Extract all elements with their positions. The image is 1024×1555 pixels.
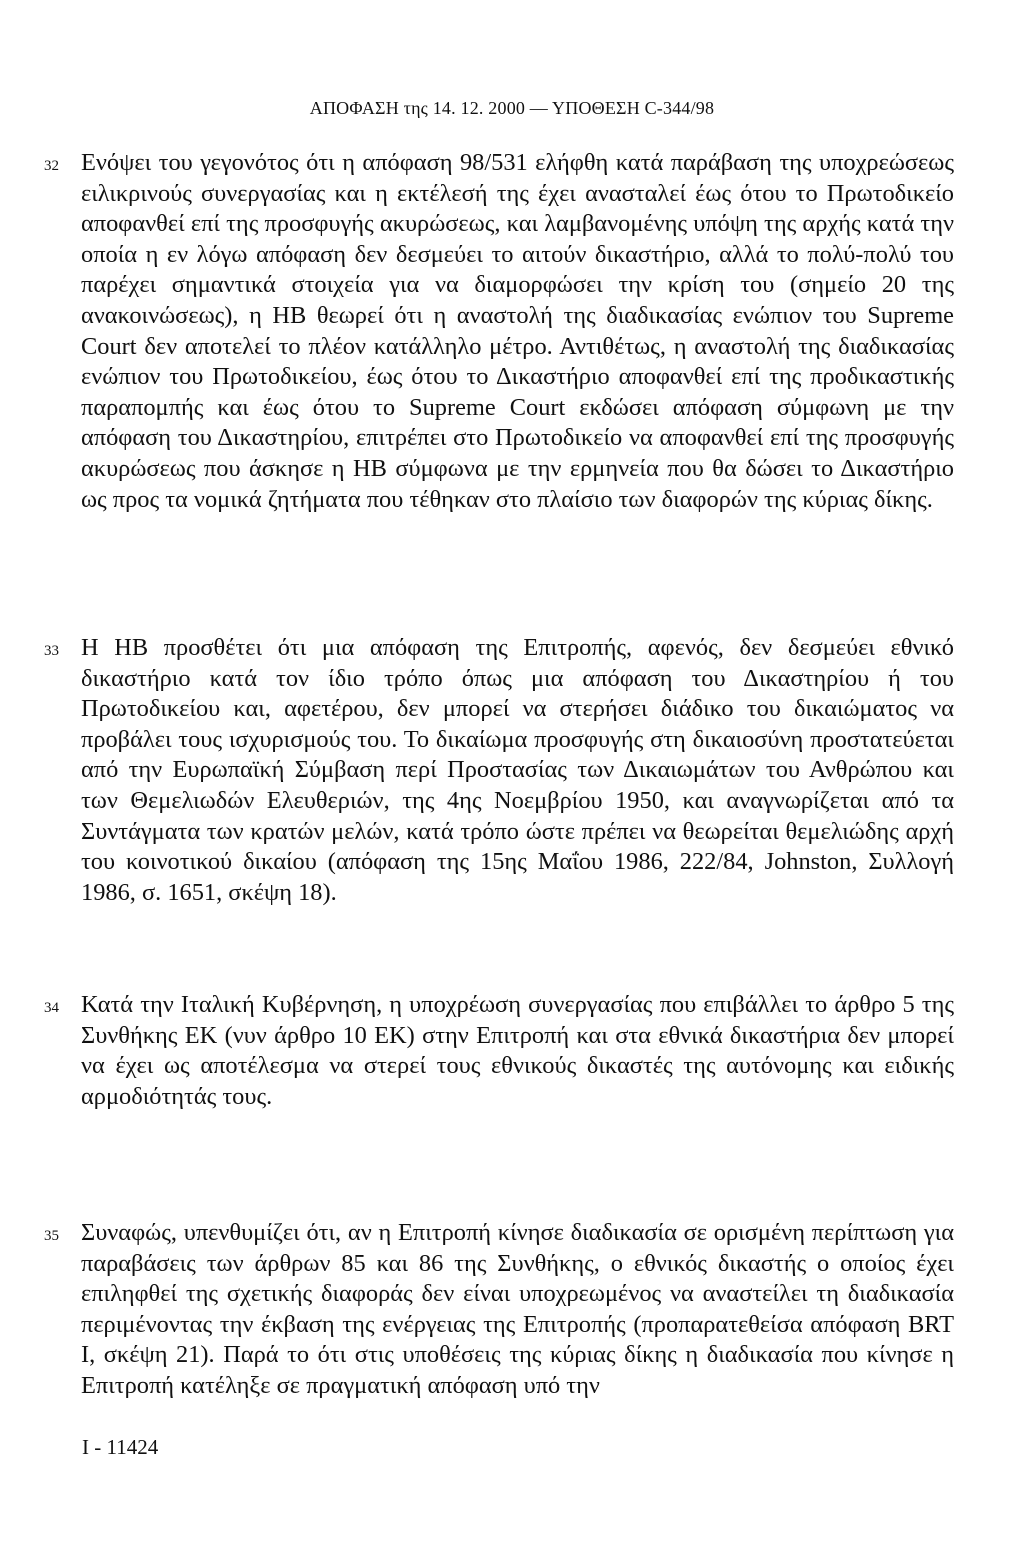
page-number: I - 11424: [82, 1435, 159, 1459]
paragraph-number: 34: [44, 1000, 59, 1016]
paragraph-text: Η HB προσθέτει ότι μια απόφαση της Επιτροπής, αφενός, δεν δεσμεύει εθνικό δικαστήριο κατά τον ίδιο τρόπο όπως μια απόφαση του Δικαστηρίου ή του Πρωτοδικείου και, αφετέρου, δεν μπορεί να στερήσει διάδικο του δικαιώματος να προβάλει τους ισχυρισμούς του. Το δικαίωμα προσφυγής στη δικαιοσύνη προστατεύεται από την Ευρωπαϊκή Σύμβαση περί Προστασίας των Δικαιωμάτων του Ανθρώπου και των Θεμελιωδών Ελευθεριών, της 4ης Νοεμβρίου 1950, και αναγνωρίζεται από τα Συντάγματα των κρατών μελών, κατά τρόπο ώστε πρέπει να θεωρείται θεμελιώδης αρχή του κοινοτικού δικαίου (απόφαση της 15ης Μαΐου 1986, 222/84, Johnston, Συλλογή 1986, σ. 1651, σκέψη 18).: [81, 634, 954, 906]
paragraph-text: Κατά την Ιταλική Κυβέρνηση, η υποχρέωση συνεργασίας που επιβάλλει το άρθρο 5 της Συνθήκης ΕΚ (νυν άρθρο 10 ΕΚ) στην Επιτροπή και στα εθνικά δικαστήρια δεν μπορεί να έχει ως αποτέλεσμα να στερεί τους εθνικούς δικαστές της αυτόνομης και ειδικής αρμοδιότητάς τους.: [81, 991, 954, 1110]
paragraph-text: Συναφώς, υπενθυμίζει ότι, αν η Επιτροπή κίνησε διαδικασία σε ορισμένη περίπτωση για παραβάσεις των άρθρων 85 και 86 της Συνθήκης, ο εθνικός δικαστής ο οποίος έχει επιληφθεί της σχετικής διαφοράς δεν είναι υποχρεωμένος να αναστείλει τη διαδικασία περιμένοντας την έκβαση της ενέργειας της Επιτροπής (προπαρατεθείσα απόφαση BRT I, σκέψη 21). Παρά το ότι στις υποθέσεις της κύριας δίκης η διαδικασία που κίνησε η Επιτροπή κατέληξε σε πραγματική απόφαση υπό την: [81, 1219, 954, 1399]
paragraph-number: 35: [44, 1228, 59, 1244]
paragraph-number: 32: [44, 158, 59, 174]
paragraph-text: Ενόψει του γεγονότος ότι η απόφαση 98/531 ελήφθη κατά παράβαση της υποχρεώσεως ειλικρινούς συνεργασίας και η εκτέλεσή της έχει ανασταλεί έως ότου το Πρωτοδικείο αποφανθεί επί της προσφυγής ακυρώσεως, και λαμβανομένης υπόψη της αρχής κατά την οποία η εν λόγω απόφαση δεν δεσμεύει το αιτούν δικαστήριο, αλλά το πολύ-πολύ του παρέχει σημαντικά στοιχεία για να διαμορφώσει την κρίση του (σημείο 20 της ανακοινώσεως), η HB θεωρεί ότι η αναστολή της διαδικασίας ενώπιον του Supreme Court δεν αποτελεί το πλέον κατάλληλο μέτρο. Αντιθέτως, η αναστολή της διαδικασίας ενώπιον του Πρωτοδικείου, έως ότου το Δικαστήριο αποφανθεί επί της προδικαστικής παραπομπής και έως ότου το Supreme Court εκδώσει απόφαση σύμφωνη με την απόφαση του Δικαστηρίου, επιτρέπει στο Πρωτοδικείο να αποφανθεί επί της προσφυγής ακυρώσεως που άσκησε η HB σύμφωνα με την ερμηνεία που θα δώσει το Δικαστήριο ως προς τα νομικά ζητήματα που τέθηκαν στο πλαίσιο των διαφορών της κύριας δίκης.: [81, 149, 954, 513]
paragraph-number: 33: [44, 643, 59, 659]
running-header: ΑΠΟΦΑΣΗ της 14. 12. 2000 — ΥΠΟΘΕΣΗ C-344/98: [309, 98, 715, 118]
